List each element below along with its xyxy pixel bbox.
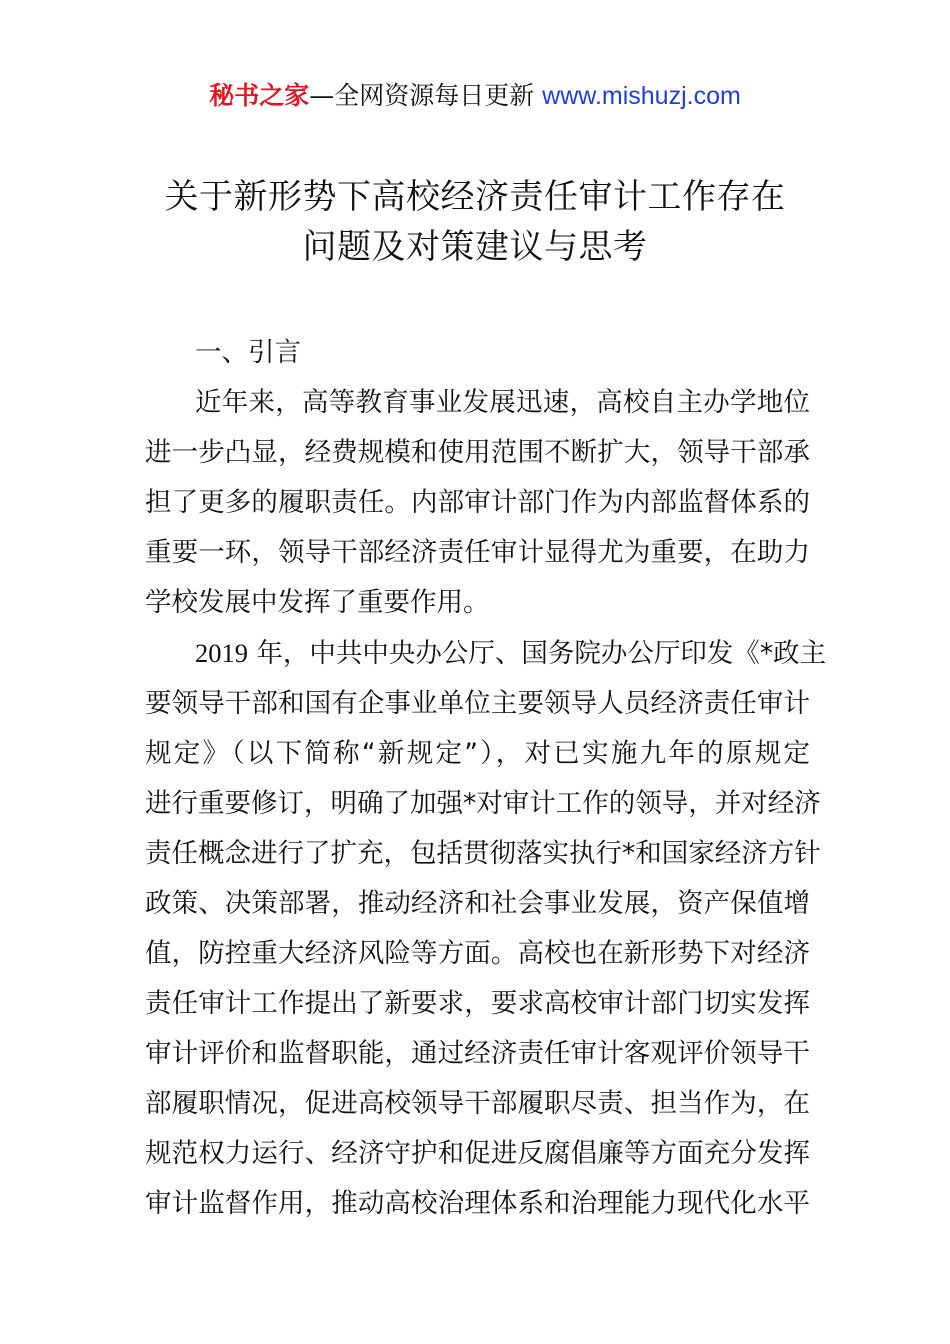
paragraph-line: 审计评价和监督职能，通过经济责任审计客观评价领导干 [145, 1038, 810, 1069]
section-heading: 一、引言 [195, 337, 301, 368]
document-body [145, 328, 827, 1229]
paragraph-line: 近年来，高等教育事业发展迅速，高校自主办学地位 [195, 387, 810, 418]
paragraph-line-text: 年，中共中央办公厅、国务院办公厅印发《*政主 [248, 638, 827, 669]
paragraph-line: 担了更多的履职责任。内部审计部门作为内部监督体系的 [145, 487, 810, 518]
paragraph-line [145, 628, 827, 679]
title-line-1: 关于新形势下高校经济责任审计工作存在 [164, 177, 786, 217]
paragraph-line: 进一步凸显，经费规模和使用范围不断扩大，领导干部承 [145, 437, 810, 468]
paragraph-intro [145, 378, 810, 628]
site-tagline: —全网资源每日更新 [309, 81, 543, 110]
year-text: 2019 [195, 638, 248, 668]
paragraph-line: 规定》（以下简称“新规定”），对已实施九年的原规定 [145, 738, 810, 769]
site-brand: 秘书之家 [209, 81, 310, 110]
paragraph-line: 责任审计工作提出了新要求，要求高校审计部门切实发挥 [145, 988, 810, 1019]
paragraph-regulation [145, 628, 827, 1229]
title-line-2: 问题及对策建议与思考 [302, 227, 648, 267]
paragraph-line: 值，防控重大经济风险等方面。高校也在新形势下对经济 [145, 938, 810, 969]
paragraph-line: 责任概念进行了扩充，包括贯彻落实执行*和国家经济方针 [145, 838, 821, 869]
paragraph-line: 审计监督作用，推动高校治理体系和治理能力现代化水平 [145, 1188, 810, 1219]
paragraph-line: 要领导干部和国有企事业单位主要领导人员经济责任审计 [145, 688, 810, 719]
document-title [0, 172, 950, 272]
paragraph-line: 规范权力运行、经济守护和促进反腐倡廉等方面充分发挥 [145, 1138, 810, 1169]
paragraph-line: 部履职情况，促进高校领导干部履职尽责、担当作为，在 [145, 1088, 810, 1119]
paragraph-line: 重要一环，领导干部经济责任审计显得尤为重要，在助力 [145, 537, 810, 568]
paragraph-line: 政策、决策部署，推动经济和社会事业发展，资产保值增 [145, 888, 810, 919]
paragraph-line: 进行重要修订，明确了加强*对审计工作的领导，并对经济 [145, 788, 821, 819]
paragraph-line: 学校发展中发挥了重要作用。 [145, 587, 490, 618]
site-header [0, 78, 950, 114]
site-url-link[interactable]: www.mishuzj.com [542, 82, 741, 110]
